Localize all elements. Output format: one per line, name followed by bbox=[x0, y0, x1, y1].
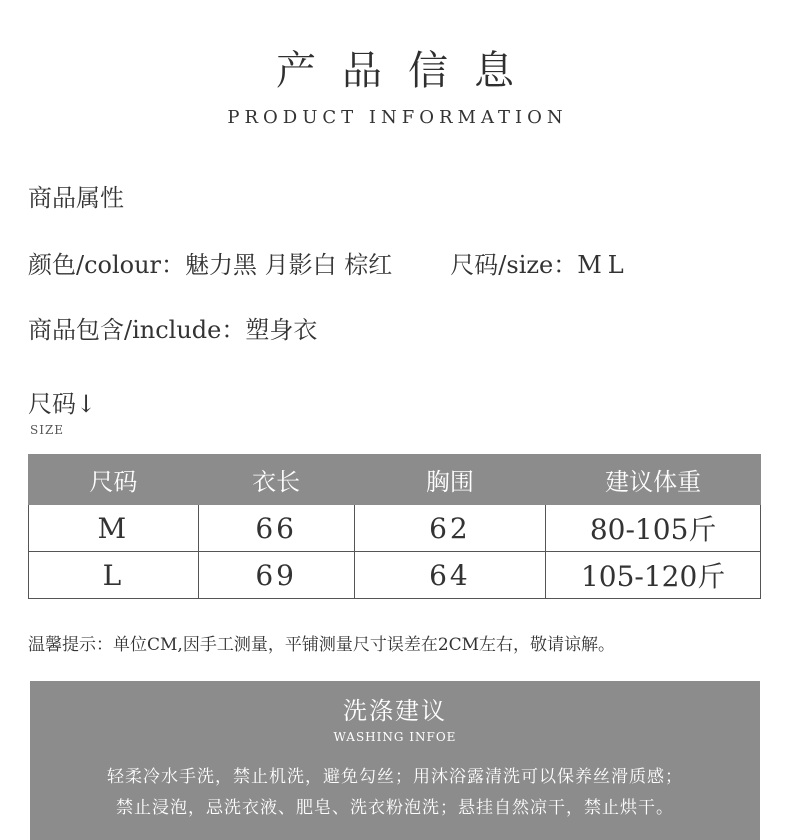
include-value: 塑身衣 bbox=[245, 316, 318, 344]
column-header-bust: 胸围 bbox=[354, 455, 546, 505]
size-section-sublabel: SIZE bbox=[30, 423, 65, 437]
attributes-heading: 商品属性 bbox=[28, 184, 124, 212]
cell-bust: 64 bbox=[354, 552, 546, 599]
cell-size: L bbox=[29, 552, 199, 599]
colour-size-row bbox=[28, 249, 630, 281]
size-section-label: 尺码↓ bbox=[28, 390, 97, 418]
size-attr-value: ML bbox=[577, 251, 630, 279]
washing-instructions bbox=[30, 762, 760, 824]
washing-line: 禁止浸泡，忌洗衣液、肥皂、洗衣粉泡洗；悬挂自然凉干，禁止烘干。 bbox=[116, 798, 674, 818]
washing-subtitle: WASHING INFOE bbox=[333, 730, 457, 744]
cell-weight: 80-105斤 bbox=[546, 505, 761, 552]
include-label: 商品包含/include： bbox=[28, 316, 246, 344]
colour-label: 颜色/colour： bbox=[28, 251, 186, 279]
size-attr-label: 尺码/size： bbox=[450, 251, 578, 279]
size-table bbox=[28, 454, 761, 599]
cell-length: 69 bbox=[198, 552, 354, 599]
washing-line: 轻柔冷水手洗，禁止机洗，避免勾丝；用沐浴露清洗可以保养丝滑质感； bbox=[107, 767, 683, 787]
column-header-length: 衣长 bbox=[198, 455, 354, 505]
cell-bust: 62 bbox=[354, 505, 546, 552]
table-row bbox=[29, 505, 761, 552]
include-row bbox=[28, 314, 317, 346]
page-subtitle: PRODUCT INFORMATION bbox=[227, 107, 568, 128]
cell-size: M bbox=[29, 505, 199, 552]
washing-advice-panel bbox=[30, 681, 760, 840]
table-row bbox=[29, 552, 761, 599]
column-header-size: 尺码 bbox=[29, 455, 199, 505]
page-title: 产品信息 bbox=[276, 48, 540, 94]
cell-weight: 105-120斤 bbox=[546, 552, 761, 599]
measurement-notice: 温馨提示：单位CM,因手工测量，平铺测量尺寸误差在2CM左右，敬请谅解。 bbox=[28, 635, 616, 655]
product-info-header bbox=[0, 44, 790, 130]
table-header-row bbox=[29, 455, 761, 505]
washing-title: 洗涤建议 bbox=[343, 697, 447, 725]
cell-length: 66 bbox=[198, 505, 354, 552]
colour-value: 魅力黑 月影白 棕红 bbox=[185, 251, 393, 279]
column-header-weight: 建议体重 bbox=[546, 455, 761, 505]
